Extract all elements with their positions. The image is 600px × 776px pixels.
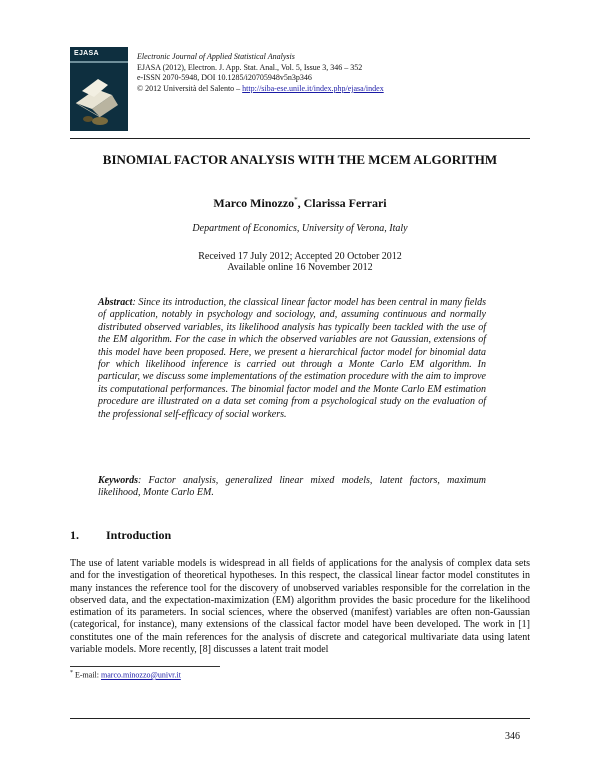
footnote-mark: * xyxy=(70,670,73,676)
abstract-label: Abstract xyxy=(98,297,133,308)
copyright-text: © 2012 Università del Salento – xyxy=(137,83,241,93)
header-divider xyxy=(70,138,530,139)
paper-title: BINOMIAL FACTOR ANALYSIS WITH THE MCEM ALGORITHM xyxy=(102,152,498,167)
footnote xyxy=(70,670,181,680)
keywords-text: : Factor analysis, generalized linear mixed models, latent factors, maximum likelihood, Monte Carlo EM. xyxy=(98,475,486,499)
paper-authors xyxy=(70,196,530,211)
journal-issn-doi: e-ISSN 2070-5948, DOI 10.1285/i20705948v5n3p346 xyxy=(137,73,312,82)
keywords-label: Keywords xyxy=(98,475,138,486)
affiliation: Department of Economics, University of Verona, Italy xyxy=(192,223,408,234)
publication-dates xyxy=(70,251,530,273)
journal-cover-image xyxy=(70,47,128,131)
cover-stripe xyxy=(70,61,128,63)
journal-name: Electronic Journal of Applied Statistical Analysis xyxy=(137,52,295,61)
footer-divider xyxy=(70,718,530,719)
page-number: 346 xyxy=(505,731,520,742)
footnote-label: E-mail: xyxy=(73,670,101,680)
abstract xyxy=(98,297,486,421)
email-link[interactable]: marco.minozzo@univr.it xyxy=(101,670,181,680)
keywords xyxy=(98,475,486,500)
journal-citation: EJASA (2012), Electron. J. App. Stat. Anal., Vol. 5, Issue 3, 346 – 352 xyxy=(137,62,363,72)
journal-copyright-line xyxy=(137,84,384,95)
section-heading xyxy=(70,528,171,543)
cover-title: EJASA xyxy=(74,50,99,57)
abstract-text: : Since its introduction, the classical linear factor model has been central in many fields of application, notably in psychology and sociology, and, assuming continuous and normally distributed observed variables, its likelihood analysis has typically been tackled with the use of the EM algorithm. For the case in which the observed variables are not Gaussian, extensions of this model have been proposed. Here, we present a hierarchical factor model for binomial data for which likelihood inference is carried out through a Monte Carlo EM algorithm. In particular, we discuss some implementations of the estimation procedure with the aim to improve its computational performances. The binomial factor model and the Monte Carlo EM estimation procedure are illustrated on a data set coming from a psychological study on the evaluation of the professional self-efficacy of social workers. xyxy=(98,297,486,420)
section-title: Introduction xyxy=(106,528,172,542)
available-online: Available online 16 November 2012 xyxy=(227,262,373,273)
author-1: Marco Minozzo xyxy=(213,196,295,210)
received-accepted: Received 17 July 2012; Accepted 20 October 2012 xyxy=(198,251,402,262)
author-footnote-mark: * xyxy=(294,196,298,204)
footnote-divider xyxy=(70,666,220,667)
journal-url-link[interactable]: http://siba-ese.unile.it/index.php/ejasa/index xyxy=(242,83,384,93)
journal-header xyxy=(137,52,384,94)
author-2: Clarissa Ferrari xyxy=(303,196,387,210)
section-number: 1. xyxy=(70,528,79,542)
cover-artwork xyxy=(72,69,126,129)
section-body: The use of latent variable models is widespread in all fields of applications for the analysis of complex data sets and for the investigation of theoretical hypotheses. In this respect, the classical linear factor model constitutes in many instances the reference tool for the discovery of unobserved variables responsible for the correlation in the observed data, and the expectation-maximization (EM) algorithm provides the basic procedure for the likelihood estimation of its parameters. In social sciences, where the observed (manifest) variables are often non-Gaussian (categorical, for instance), many extensions of the classical factor model have been developed. The work in [1] constitutes one of the main references for the analysis of discrete and categorical multivariate data using latent variable models. More recently, [8] discusses a latent trait model xyxy=(70,558,530,656)
author-separator: , xyxy=(297,196,304,210)
